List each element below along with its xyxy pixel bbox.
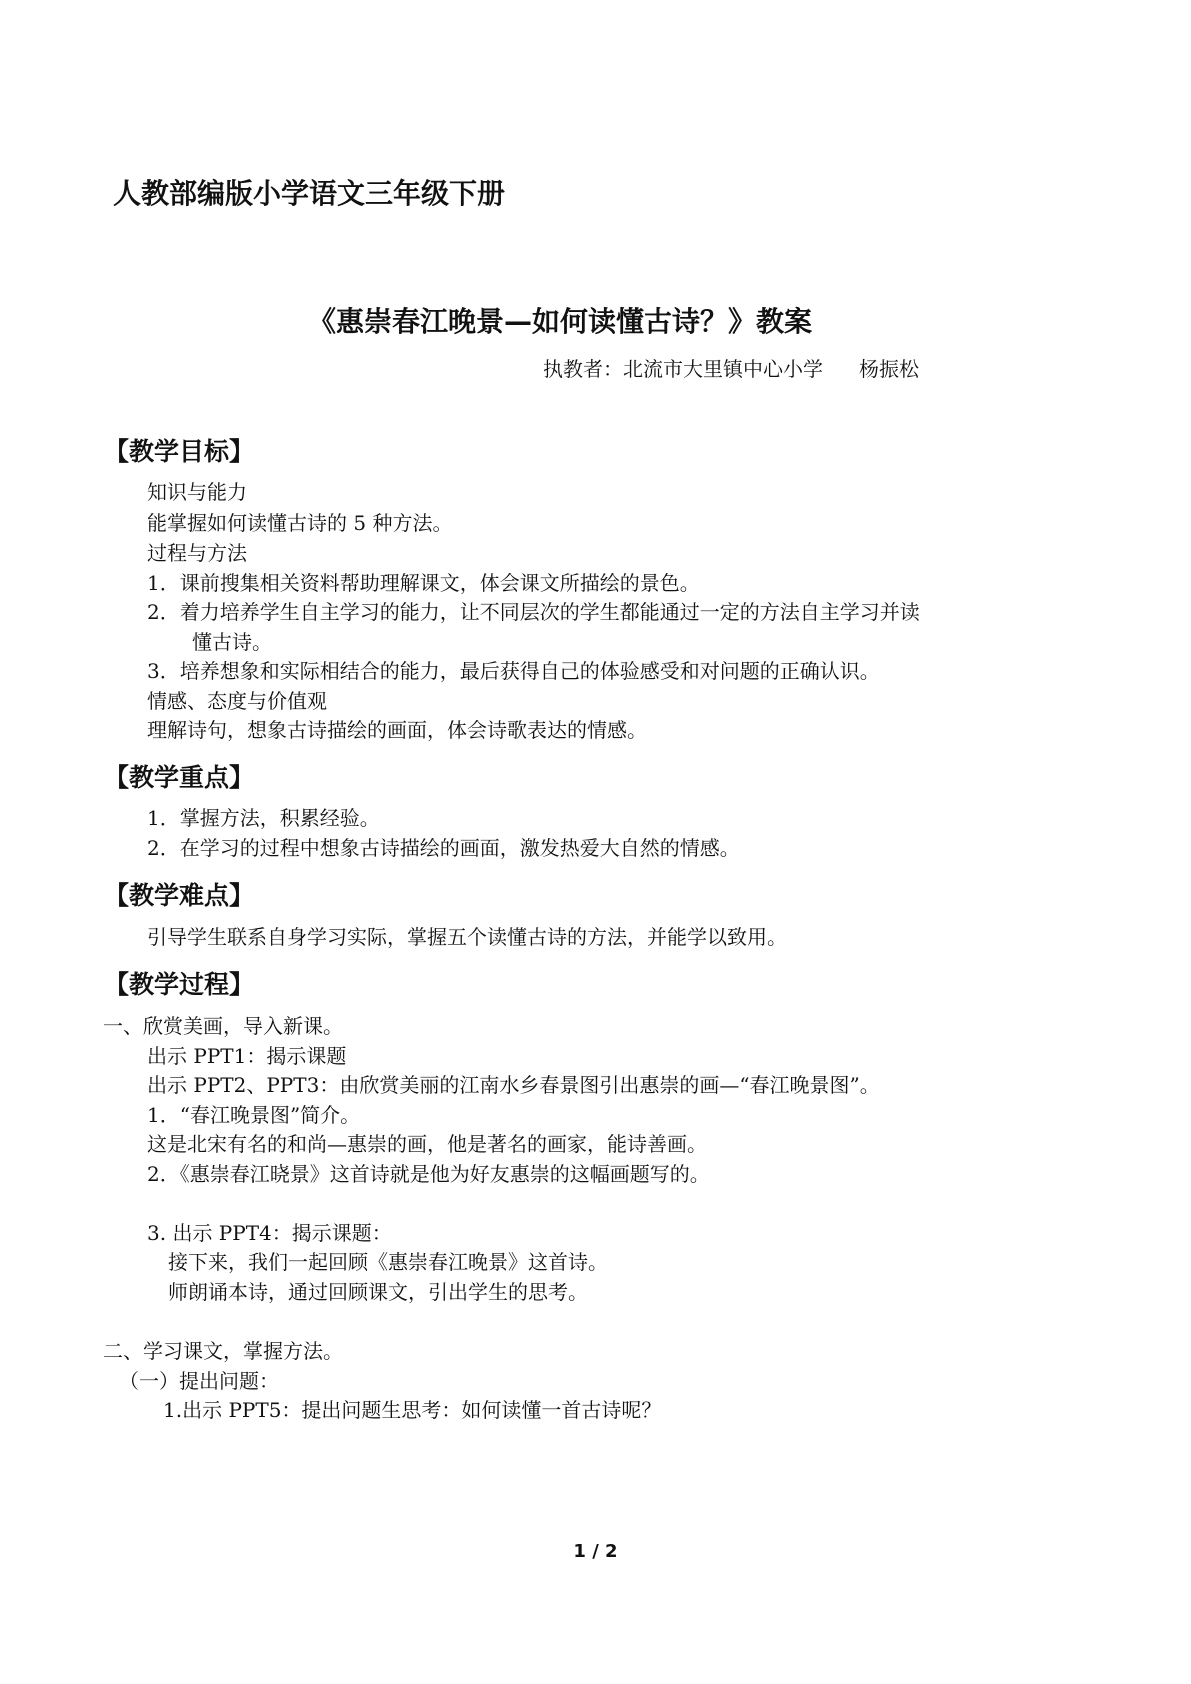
text-line: 1．课前搜集相关资料帮助理解课文，体会课文所描绘的景色。 bbox=[147, 571, 700, 595]
text-line: 3. 出示 PPT4：揭示课题： bbox=[147, 1221, 392, 1245]
text-line: 出示 PPT2、PPT3：由欣赏美丽的江南水乡春景图引出惠崇的画—“春江晚景图”。 bbox=[147, 1073, 880, 1097]
text-line: 3．培养想象和实际相结合的能力，最后获得自己的体验感受和对问题的正确认识。 bbox=[147, 659, 880, 683]
section-heading-process: 【教学过程】 bbox=[104, 970, 255, 999]
section-heading-difficulty: 【教学难点】 bbox=[104, 881, 255, 910]
text-line: 情感、态度与价值观 bbox=[147, 689, 327, 713]
text-line: 1．掌握方法，积累经验。 bbox=[147, 806, 380, 830]
author-label: 执教者：北流市大里镇中心小学 bbox=[543, 357, 823, 381]
author-name: 杨振松 bbox=[859, 357, 919, 381]
section-heading-key: 【教学重点】 bbox=[104, 763, 255, 792]
text-line: 1.出示 PPT5：提出问题生思考：如何读懂一首古诗呢？ bbox=[163, 1398, 662, 1422]
author-line bbox=[543, 353, 919, 382]
text-line: 2．着力培养学生自主学习的能力，让不同层次的学生都能通过一定的方法自主学习并读 bbox=[147, 600, 920, 624]
text-line: 引导学生联系自身学习实际，掌握五个读懂古诗的方法，并能学以致用。 bbox=[147, 925, 787, 949]
text-line: 理解诗句，想象古诗描绘的画面，体会诗歌表达的情感。 bbox=[147, 718, 647, 742]
text-line: （一）提出问题： bbox=[119, 1369, 279, 1393]
text-line: 这是北宋有名的和尚—惠崇的画，他是著名的画家，能诗善画。 bbox=[147, 1132, 707, 1156]
text-line: 知识与能力 bbox=[147, 480, 247, 504]
text-line: 接下来，我们一起回顾《惠崇春江晚景》这首诗。 bbox=[168, 1250, 608, 1274]
document-header: 人教部编版小学语文三年级下册 bbox=[113, 177, 506, 210]
text-line: 师朗诵本诗，通过回顾课文，引出学生的思考。 bbox=[168, 1280, 588, 1304]
text-line: 一、欣赏美画，导入新课。 bbox=[103, 1014, 343, 1038]
text-line: 1．“春江晚景图”简介。 bbox=[147, 1103, 361, 1127]
text-line: 出示 PPT1：揭示课题 bbox=[147, 1044, 347, 1068]
text-line: 过程与方法 bbox=[147, 541, 247, 565]
page-number: 1 / 2 bbox=[573, 1541, 618, 1562]
text-line: 2．《惠崇春江晓景》这首诗就是他为好友惠崇的这幅画题写的。 bbox=[147, 1162, 710, 1186]
document-title: 《惠崇春江晚景—如何读懂古诗？》教案 bbox=[308, 305, 813, 338]
text-line: 懂古诗。 bbox=[192, 630, 272, 654]
text-line: 2．在学习的过程中想象古诗描绘的画面，激发热爱大自然的情感。 bbox=[147, 836, 740, 860]
text-line: 二、学习课文，掌握方法。 bbox=[103, 1339, 343, 1363]
text-line: 能掌握如何读懂古诗的 5 种方法。 bbox=[147, 511, 453, 535]
section-heading-goals: 【教学目标】 bbox=[104, 437, 255, 466]
